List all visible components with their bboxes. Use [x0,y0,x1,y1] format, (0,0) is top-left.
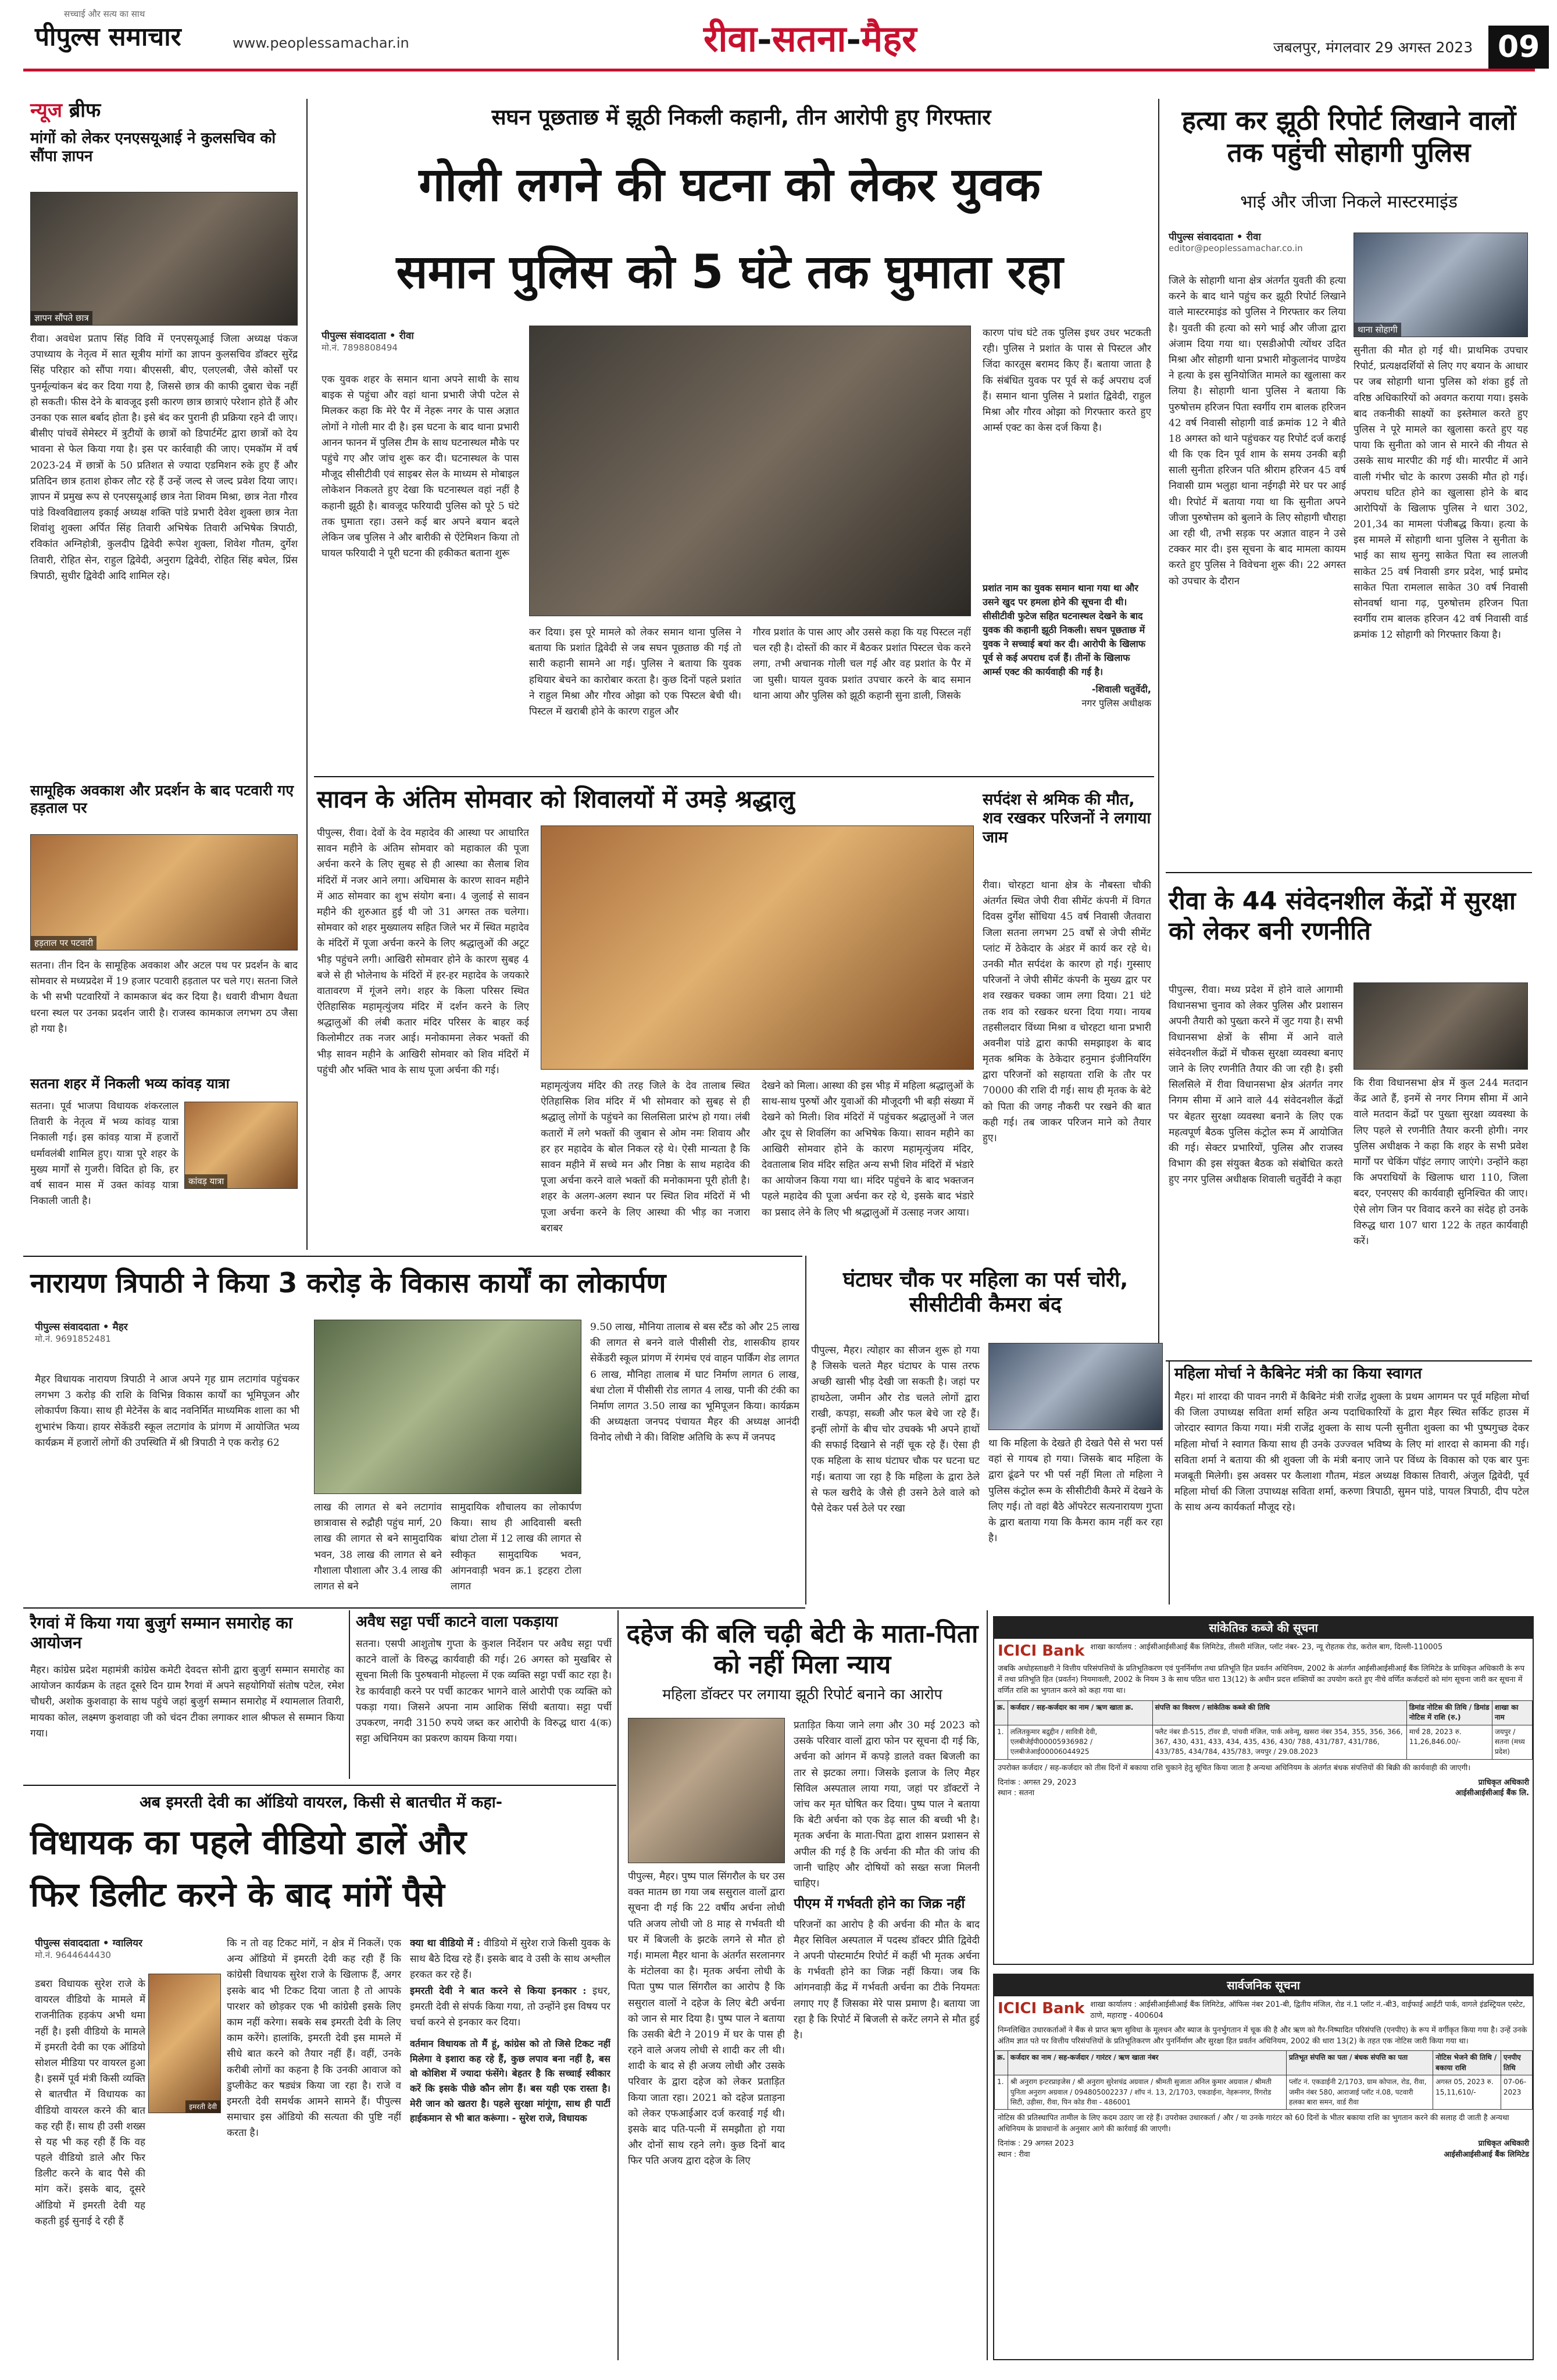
lead-byline [322,328,414,353]
savan-headline: सावन के अंतिम सोमवार को शिवालयों में उमड़े श्रद्धालु [317,785,795,813]
ratgaon-headline: रैगवां में किया गया बुजुर्ग सम्मान समारोह का आयोजन [30,1613,293,1652]
section-rule [23,1785,616,1786]
paper-name: पीपुल्स समाचार [35,22,181,52]
brief-photo-2-caption: हड़ताल पर पटवारी [31,936,97,950]
table-row [995,1725,1533,1759]
notice-1-col-branch: शाखा का नाम [1492,1700,1532,1725]
notice-2-col-property: प्रतिभूत संपत्ति का पता / बंधक संपत्ति का पता [1286,2051,1433,2075]
notice-1-title: सांकेतिक कब्जे की सूचना [994,1617,1533,1639]
notice-1-col-name: कर्जदार / सह-कर्जदार का नाम / ऋण खाता क्र. [1008,1700,1152,1725]
notice-1-row-no: 1. [995,1725,1008,1759]
brief-label [30,99,298,123]
sohagi-col-1: जिले के सोहागी थाना क्षेत्र अंतर्गत युवती की हत्या करने के बाद थाने पहुंच कर झूठी रिपोर्ट लिखाने वाले मास्टरमाइंड को पुलिस ने गिरफ्तार कर लिया है। युवती की हत्या को सगे भाई और जीजा द्वारा अंजाम दिया गया था। एसडीओपी त्योंथर उदित मिश्रा और सोहागी थाना प्रभारी मोकुलानंद पाण्डेय ने हत्या के इस सुनियोजित मामले का खुलासा कर लिया है। सोहागी थाना पुलिस ने बताया कि पुरुषोत्तम हरिजन पिता स्वर्गीय राम बालक हरिजन 42 वर्ष निवासी सोहागी वार्ड क्रमांक 12 ने बीते 18 अगस्त को थाने पहुंचकर यह रिपोर्ट दर्ज कराई थी कि एक दिन पूर्व शाम के समय उनकी बड़ी साली सुनीता हरिजन पति श्रीराम हरिजन 45 वर्ष निवासी ग्राम भलुहा थाना नईगढ़ी मेरे घर पर आई थी। रिपोर्ट में बताया गया था कि सुनीता अपने जीजा पुरुषोत्तम को बुलाने के लिए सोहागी चौराहा आ रही थी, तभी सड़क पर अज्ञात वाहन ने उसे टक्कर मार दी। इस सूचना के बाद मामला कायम करते हुए पुलिस ने विवेचना शुरू की। 22 अगस्त को उपचार के दौरान [1169,275,1346,587]
dahej-subheadline: महिला डॉक्टर पर लगाया झूठी रिपोर्ट बनाने का आरोप [662,1686,942,1703]
imarti-sub-1-body: वीडियो में सुरेश राजे किसी युवक के साथ बैठे दिख रहे हैं। इसके बाद वे उसी के साथ अश्लील हरकत कर रहे हैं। [410,1938,610,1981]
notice-1-place: स्थान : सतना [998,1789,1035,1798]
savan-photo-devotees [541,826,974,1070]
lead-quote [983,581,1151,770]
notice-1-intro: जबकि अधोहस्ताक्षरी ने वित्तीय परिसंपत्तियों के प्रतिभूतिकरण एवं पुनर्निर्माण तथा प्रतिभूति हित प्रवर्तन अधिनियम, 2002 के अंतर्गत आईसीआईसीआई बैंक लिमिटेड के प्राधिकृत अधिकारी के रूप में तथा प्रतिभूति हित (प्रवर्तन) नियमावली, 2002 के नियम 3 के साथ पठित धारा 13(12) के अधीन प्रदत्त शक्तियों का उपयोग करते हुए नीचे वर्णित कर्जदारों को मांग सूचना जारी कर सूचना में वर्णित राशि का भुगतान करने को कहा गया था। [998,1664,1525,1695]
imarti-photo [148,1974,221,2113]
imarti-sub-2-body: इधर, इमरती देवी से संपर्क किया गया, तो उन्होंने इस विषय पर चर्चा करने से इनकार कर दिया। [410,1985,610,2028]
satta-headline: अवैध सट्टा पर्ची काटने वाला पकड़ाया [356,1613,558,1631]
lead-col-1: एक युवक शहर के समान थाना अपने साथी के साथ बाइक से पहुंचा और वहां थाना प्रभारी जेपी पटेल से मिलकर कहा कि मेरे पैर में नेहरू नगर के पास अज्ञात लोगों ने गोली मार दी है। इस घटना के बाद थाना प्रभारी आनन फानन में पुलिस टीम के साथ घटनास्थल मौके पर पहुंचे गए और जांच शुरू कर दी। घटनास्थल के पास मौजूद सीसीटीवी एवं साइबर सेल के माध्यम से मोबाइल लोकेशन निकलते हुए देखा कि घटनास्थल वहां नहीं है कहानी झूठी है। बावजूद फरियादी पुलिस को पूरे 5 घंटे तक घुमाता रहा। उसने कई बार अपने बयान बदले लेकिन जब पुलिस ने और बारीकी से ऐंटेमिशन किया तो घायल फरियादी ने पूरी घटना की हकीकत बताना शुरू [322,374,519,560]
imarti-sub-1: क्या था वीडियो में : [410,1938,481,1949]
notice-1-row-name: ललितकुमार बद्रुद्दीन / सावित्री देवी, एलबीजेईपी00005936982 / एलबीजेआई00006044925 [1008,1725,1152,1759]
brief-label-b: ब्रीफ [69,99,101,122]
sohagi-headline: हत्या कर झूठी रिपोर्ट लिखाने वालों तक पहुंची सोहागी पुलिस [1181,105,1516,169]
section-rewa: रीवा [703,17,757,60]
notice-1-footer: उपरोक्त कर्जदार / सह-कर्जदार को तीस दिनों में बकाया राशि चुकाने हेतु सूचित किया जाता है अन्यथा अधिनियम के अंतर्गत बंधक संपत्तियों की बिक्री की कार्यवाही की जाएगी। [998,1763,1471,1773]
tripathi-col-1: मैहर विधायक नारायण त्रिपाठी ने आज अपने गृह ग्राम लटागांव पहुंचकर लगभग 3 करोड़ की राशि के विभिन्न विकास कार्यों का भूमिपूजन और लोकार्पण किया। साथ ही मेटेनेंस के बाद नवनिर्मित माध्यमिक शाला का भी शुभारंभ किया। हायर सेकेंडरी स्कूल लटागांव के प्रांगण में आयोजित भव्य कार्यक्रम में हजारों लोगों की उपस्थिति में श्री त्रिपाठी ने एक करोड़ 62 [35,1374,299,1449]
notice-1-col-property: संपत्ति का विवरण / सांकेतिक कब्जे की तिथि [1152,1700,1406,1725]
dahej-col-2-body: प्रताड़ित किया जाने लगा और 30 मई 2023 को उसके परिवार वालों द्वारा फोन पर सूचना दी गई कि, अर्चना को आंगन में कपड़े डालते वक्त बिजली का तार से झटका लगा। जिसके इलाज के लिए मैहर सिविल अस्पताल लाया गया, जहां पर डॉक्टरों ने जांच कर मृत घोषित कर दिया। पुष्प पाल ने बताया कि बेटी अर्चना को एक डेढ़ साल की बच्ची भी है। मृतक अर्चना के माता-पिता द्वारा शासन प्रशासन से अपील की गई है कि अर्चना की मौत की जांच की जानी चाहिए और दोषियों को सख्त सजा मिलनी चाहिए। [794,1720,980,1889]
notice-2-row-name: श्री अनुराग इन्टरप्राइजेस / श्री अनुराग सुरेशचंद्र अग्रवाल / श्रीमती सुजाता अनिल कुमार अग्रवाल / श्रीमती पुनिता अनुराग अग्रवाल / 094805002237 / शॉप नं. 13, 2/1703, एकडाईना, नेहरूनगर, रिंगरोड सिटी, उड़ीसा, रीवा, पिन कोड रीवा - 486001 [1008,2075,1286,2110]
sohagi-subheadline: भाई और जीजा निकले मास्टरमाइंड [1240,192,1458,212]
savan-col-2: महामृत्युंजय मंदिर की तरह जिले के देव तालाब स्थित ऐतिहासिक शिव मंदिर में भी सोमवार को सुबह से ही श्रद्धालु लोगों के पहुंचने का सिलसिला प्रारंभ हो गया। लंबी कतारों में लगे भक्तों की जुबान से ओम नमः शिवाय और हर हर महादेव के बोल निकल रहे थे। ऐसी मान्यता है कि सावन महीने में सच्चे मन और निष्ठा के साथ महादेव की पूजा अर्चना करने वाले भक्तों की मनोकामना पूरी होती है। शहर के अलग-अलग स्थान पर स्थित शिव मंदिरों में भी पूजा अर्चना करने के लिए आस्था की भीड़ का नजारा बराबर [541,1080,750,1234]
imarti-headline-2: फिर डिलीट करने के बाद मांगें पैसे [30,1875,445,1914]
notice-1-row-branch: जयपुर / सतना (मध्य प्रदेश) [1492,1725,1532,1759]
lead-headline-2: समान पुलिस को 5 घंटे तक घुमाता रहा [396,245,1063,299]
notice-1-sign-2: आईसीआईसीआई बैंक लि. [1455,1789,1529,1798]
rewa44-col-2: कि रीवा विधानसभा क्षेत्र में कुल 244 मतदान केंद्र आते हैं, इनमें से नगर निगम सीमा में आने वाले मतदान केंद्रों पर पुख्ता सुरक्षा व्यवस्था के लिए पहले से रणनीति तैयार करनी होगी। नगर पुलिस अधीक्षक ने कहा कि शहर के सभी प्रवेश मार्गों पर चेकिंग पॉइंट लगाए जाएंगे। उन्होंने कहा कि अपराधियों के खिलाफ धारा 110, जिला बदर, एनएसए की कार्यवाही सुनिश्चित की जाए। ऐसे लोग जिन पर विवाद करने का संदेह हो उनके विरुद्ध धारा 107 धारा 122 के तहत कार्यवाही करें। [1354,1077,1528,1247]
lead-quote-role: नगर पुलिस अधीक्षक [1081,698,1151,709]
notice-2-footer: नोटिस की प्रतिस्थापित तामील के लिए कदम उठाए जा रहे हैं। उपरोक्त उधारकर्ता / और / या उनके गारंटर को 60 दिनों के भीतर बकाया राशि का भुगतान करने की सलाह दी जाती है अन्यथा अधिनियम के प्रावधानों के अनुसार आगे की कार्रवाई की जाएगी। [998,2114,1509,2134]
tripathi-byline [35,1320,128,1345]
mahila-headline: महिला मोर्चा ने कैबिनेट मंत्री का किया स्वागत [1174,1365,1422,1382]
notice-2-intro: निम्नलिखित उधारकर्ताओं ने बैंक से प्राप्त ऋण सुविधा के मूलधन और ब्याज के पुनर्भुगतान में चूक की है और ऋण को गैर-निष्पादित परिसंपत्ति (एनपीए) के रूप में वर्गीकृत किया गया है। उन्हें उनके अंतिम ज्ञात पते पर वित्तीय परिसंपत्तियों के प्रतिभूतिकरण और पुनर्निर्माण और सुरक्षा हित प्रवर्तन अधिनियम, 2002 की धारा 13(2) के तहत एक नोटिस जारी किया गया था। [998,2025,1527,2046]
lead-byline-text: पीपुल्स संवाददाता • रीवा [322,330,414,342]
notice-2-row-property: प्लॉट नं. एकडाईनी 2/1703, ग्राम कोपाल, रोड, रीवा, जमीन नंबर 580, आराजाई प्लॉट नं.08, पटवारी हलका बारा समन, वार्ड रीवा [1286,2075,1433,2110]
notice-1-row-property: फ्लैट नंबर डी-515, टॉवर डी, पांचवी मंजिल, पार्क अवेन्यू, खसरा नंबर 354, 355, 356, 366, 367, 430, 431, 433, 434, 435, 436, 430/ 788, 431/787, 431/786, 433/785, 434/784, 435/783, जयपुर / 29.08.2023 [1152,1725,1406,1759]
brief-photo-1 [30,192,298,326]
legal-notice-2 [993,1974,1534,2360]
column-divider [1158,99,1159,936]
lead-quote-name: -शिवाली चतुर्वेदी, [1091,684,1151,695]
tripathi-col-3: सामुदायिक शौचालय का लोकार्पण किया। साथ ही आदिवासी बस्ती बांधा टोला में 12 लाख की लागत से स्वीकृत सामुदायिक भवन, आंगनवाड़ी भवन क्र.1 इटहरा टोला लागत [451,1502,581,1592]
notice-1-row-date: मार्च 28, 2023 रु. 11,26,846.00/- [1406,1725,1492,1759]
notice-2-sign-2: आईसीआईसीआई बैंक लिमिटेड [1444,2150,1529,2159]
notice-2-row-date: अगस्त 05, 2023 रु. 15,11,610/- [1433,2075,1501,2110]
notice-2-header-row [995,2051,1533,2075]
notice-2-place: स्थान : रीवा [998,2150,1030,2159]
notice-2-col-npa: एनपीए तिथि [1501,2051,1532,2075]
lead-headline-1: गोली लगने की घटना को लेकर युवक [419,158,1041,212]
section-rule [1166,872,1532,873]
section-dash: - [846,17,862,60]
satta-body: सतना। एसपी आशुतोष गुप्ता के कुशल निर्देशन पर अवैध सट्टा पर्ची काटने वालों के विरुद्ध कार्यवाही की गई। 26 अगस्त को मुखबिर से सूचना मिली कि पुरुषवानी मोहल्ला में एक व्यक्ति सट्टा पर्ची काट रहा है। रेड कार्यवाही करने पर पर्ची काटकर भागने वाले आरोपी एक व्यक्ति को पकड़ा गया। जिसने अपना नाम आशिक सिंधी बताया। सट्टा पर्ची उपकरण, नगदी 3150 रुपये जब्त कर आरोपी के विरुद्ध धारा 4(क) सट्टा अधिनियम का प्रकरण कायम किया गया। [356,1638,612,1745]
dahej-subhead-2: पीएम में गर्भवती होने का जिक्र नहीं [794,1896,965,1912]
imarti-col-3 [410,1936,610,2360]
section-rule [1166,1360,1532,1361]
lead-quote-text: प्रशांत नाम का युवक समान थाना गया था और उसने खुद पर हमला होने की सूचना दी थी। सीसीटीवी फुटेज सहित घटनास्थल देखने के बाद युवक की कहानी झूठी निकली। सघन पूछताछ में युवक ने सच्चाई बयां कर दी। आरोपी के खिलाफ पूर्व से कई अपराध दर्ज हैं। तीनों के खिलाफ आर्म्स एक्ट की कार्यवाही की गई है। [983,583,1146,677]
tripathi-mobile: मो.नं. 9691852481 [35,1334,111,1344]
lead-col-4: कारण पांच घंटे तक पुलिस इधर उधर भटकती रही। पुलिस ने प्रशांत के पास से पिस्टल और जिंदा कारतूस बरामद किए हैं। बताया जाता है कि संबंधित युवक पर पूर्व से कई अपराध दर्ज हैं। समान थाना पुलिस ने प्रशांत द्विवेदी, राहुल मिश्रा और गौरव ओझा को गिरफ्तार करते हुए आर्म्स एक्ट का केस दर्ज किया है। [983,327,1151,434]
column-divider [805,1256,806,1604]
dahej-headline: दहेज की बलि चढ़ी बेटी के माता-पिता को नहीं मिला न्याय [626,1619,979,1679]
notice-1-branch: शाखा कार्यालय : आईसीआईसीआई बैंक लिमिटेड, तीसरी मंजिल, प्लॉट नंबर- 23, न्यू रोहतक रोड, करोल बाग, दिल्ली-110005 [1090,1643,1443,1652]
ratgaon-body: मैहर। कांग्रेस प्रदेश महामंत्री कांग्रेस कमेटी देवदत्त सोनी द्वारा बुजुर्ग सम्मान समारोह का आयोजन कार्यक्रम के तहत दूसरे दिन ग्राम रैगवां में अपने सहयोगियों संतोष पटेल, रमेश चौधरी, अशोक कुशवाहा के साथ पहुंचे जहां बुजुर्ग सम्मान समारोह में श्यामलाल तिवारी, मायका कोल, लक्ष्मण कुशवाहा जी को चंदन टीका लगाकर शाल श्रीफल से सम्मान किया गया। [30,1664,344,1739]
notice-1-col-date: डिमांड नोटिस की तिथि / डिमांड नोटिस में राशि (रु.) [1406,1700,1492,1725]
sohagi-byline-text: पीपुल्स संवाददाता • रीवा [1169,231,1261,243]
notice-1-date: दिनांक : अगस्त 29, 2023 [998,1778,1077,1787]
notice-2-row-no: 1. [995,2075,1008,2110]
brief-photo-1-caption: ज्ञापन सौंपते छात्र [31,311,92,325]
imarti-col-1: डबरा विधायक सुरेश राजे के वायरल वीडियो के मामले में राजनीतिक हड़कंप अभी थमा नहीं है। इसी वीडियो के मामले में इमरती देवी का एक ऑडियो सोशल मीडिया पर वायरल हुआ है। इसमें पूर्व मंत्री किसी व्यक्ति से बातचीत में विधायक का वीडियो वायरल करने की बात कह रही हैं। साथ ही उसी शख्स से यह भी कह रही हैं कि वह पहले वीडियो डाले और फिर डिलीट करने के बाद पैसे की मांग करें। इसके बाद, दूसरे ऑडियो में इमरती देवी यह कहती हुई सुनाई दे रही हैं [35,1978,145,2227]
dahej-photo [628,1718,785,1863]
brief-headline-2: सामूहिक अवकाश और प्रदर्शन के बाद पटवारी गए हड़ताल पर [30,782,294,816]
notice-2-table [994,2050,1533,2110]
notice-1-col-no: क्र. [995,1700,1008,1725]
brief-photo-3-caption: कांवड़ यात्रा [185,1174,227,1188]
sohagi-photo-station [1354,233,1528,337]
brief-photo-3 [184,1102,298,1189]
section-satna: सतना [772,17,847,60]
rewa44-photo-meeting [1354,982,1528,1070]
column-divider [987,1610,988,2360]
sarpdansh-headline: सर्पदंश से श्रमिक की मौत, शव रखकर परिजनों ने लगाया जाम [983,791,1151,846]
imarti-byline [35,1936,142,1961]
dahej-col-2 [794,1718,980,2360]
tripathi-byline-text: पीपुल्स संवाददाता • मैहर [35,1321,128,1333]
rewa44-headline: रीवा के 44 संवेदनशील केंद्रों में सुरक्षा को लेकर बनी रणनीति [1169,887,1516,946]
dahej-col-1: पीपुल्स, मैहर। पुष्प पाल सिंगरौल के घर उस वक्त मातम छा गया जब ससुराल वालों द्वारा सूचना दी गई कि 22 वर्षीय अर्चना लोधी पति अजय लोधी जो 8 माह से गर्भवती थी घर में बिजली के झटके लगने से मौत हो गई। मामला मैहर थाना के अंतर्गत सरलानगर के मंटोलवा का है। मृतक अर्चना लोधी के पिता पुष्प पाल सिंगरौल का आरोप है कि ससुराल वालों ने दहेज के लिए बेटी अर्चना को जान से मार दिया है। पुष्प पाल ने बताया कि उसकी बेटी ने 2019 में घर के पास ही रहने वाले अजय लोधी से शादी कर ली थी। शादी के बाद से ही अजय लोधी और उसके परिवार के द्वारा दहेज को लेकर प्रताड़ित किया जाता रहा। 2021 को दहेज प्रताड़ना को लेकर एफआईआर दर्ज करवाई गई थी। इसके बाद पति-पत्नी में समझौता हो गया और दोनों साथ रहने लगे। कुछ दिनों बाद फिर पति अजय द्वारा दहेज के लिए [628,1871,785,2167]
mahila-body: मैहर। मां शारदा की पावन नगरी में कैबिनेट मंत्री राजेंद्र शुक्ला के प्रथम आगमन पर पूर्व महिला मोर्चा की जिला उपाध्यक्ष सविता शर्मा सहित अन्य पदाधिकारियों के द्वारा मैहर स्थित सर्किट हाउस में जोरदार स्वागत किया गया। मंत्री राजेंद्र शुक्ला के साथ पत्नी सुनीता शुक्ला का भी पुष्पगुच्छ देकर महिला मोर्चा ने स्वागत किया साथ ही उनके उज्ज्वल भविष्य के लिए मां शारदा से कामना की गई। सविता शर्मा ने बताया की श्री शुक्ला जी के मंत्री बनाए जाने पर विंध्य के विकास को एक बार पुनः मजबूती मिलेगी। इस अवसर पर कैलाशा गौतम, मंडल अध्यक्ष विकास तिवारी, अंजुल द्विवेदी, पूर्व महिला मोर्चा की जिला उपाध्यक्ष सविता शर्मा, करुणा त्रिपाठी, सुमन पांडे, पायल त्रिपाठी, दीप पटेल के साथ अन्य कार्यकर्ता मौजूद रहे। [1174,1391,1529,1514]
brief-label-a: न्यूज [30,99,62,122]
notice-2-col-date: नोटिस भेजने की तिथि / बकाया राशि [1433,2051,1501,2075]
section-maihar: मैहर [861,17,917,60]
notice-1-table [994,1700,1533,1760]
imarti-byline-text: पीपुल्स संवाददाता • ग्वालियर [35,1938,142,1949]
notice-1-bank-logo: ICICI Bank [998,1642,1085,1660]
brief-body-3: सतना। पूर्व भाजपा विधायक शंकरलाल तिवारी के नेतृत्व में भव्य कांवड़ यात्रा निकाली गई। इस कांवड़ यात्रा में हजारों धर्मावलंबी शामिल हुए। यात्रा पूरे शहर के मुख्य मार्गों से गुजरी। विदित हो कि, हर वर्ष सावन मास में उक्त कांवड़ यात्रा निकाली जाती है। [30,1100,178,1207]
tripathi-col-4: 9.50 लाख, मौनिया तालाब से बस स्टैंड को और 25 लाख की लागत से बनने वाले पीसीसी रोड, शासकीय हायर सेकेंडरी स्कूल प्रांगण में रंगमंच एवं वाहन पार्किंग शेड लागत 6 लाख, मौनिहा तालाब में घाट निर्माण लागत 6 लाख, बंधा टोला में पीसीसी रोड लागत 4 लाख, पानी की टंकी का निर्माण लागत 3.50 लाख का भूमिपूजन किया। कार्यक्रम की अध्यक्षता जनपद पंचायत मैहर की अध्यक्ष आनंदी विनोद लोधी ने की। विशिष्ट अतिथि के रूप में जनपद [590,1321,799,1444]
savan-col-3: देखने को मिला। आस्था की इस भीड़ में महिला श्रद्धालुओं के साथ-साथ पुरुषों और युवाओं की मौजूदगी भी बड़ी संख्या में देखने को मिली। शिव मंदिरों में पहुंचकर श्रद्धालुओं ने जल और दूध से शिवलिंग का अभिषेक किया। सावन महीने का आखिरी सोमवार होने के कारण महामृत्युंजय मंदिर, देवतालाब शिव मंदिर सहित अन्य सभी शिव मंदिरों में भंडारे का आयोजन किया गया था। मंदिर पहुंचने के बाद भक्तजन पहले महादेव की पूजा अर्चना कर रहे थे, इसके बाद भंडारे का प्रसाद लेने के लिए भी श्रद्धालुओं में उत्साह नजर आया। [762,1080,974,1218]
website-link[interactable]: www.peoplessamachar.in [233,35,409,51]
section-title [703,17,917,60]
legal-notice-1 [993,1616,1534,1965]
lead-mobile: मो.नं. 7898808494 [322,342,398,353]
imarti-col-2: कि न तो वह टिकट मांगें, न क्षेत्र में निकलें। एक अन्य ऑडियो में इमरती देवी कह रही हैं कि कांग्रेसी विधायक सुरेश राजे के खिलाफ हैं, अगर इसके बाद भी टिकट दिया जाता है तो आपके पारशर को छोड़कर एक भी कांग्रेसी इसके लिए काम नहीं करेगा। सबके सब इमरती देवी के लिए काम करेंगे। हालांकि, इमरती देवी इस मामले में सीधे बात करने को तैयार नहीं हैं। वहीं, उनके करीबी लोगों का कहना है कि उनकी आवाज को डुप्लीकेट कर षड्यंत्र किया जा रहा है। राजे व इमरती देवी समर्थक आमने सामने हैं। पीपुल्स समाचार इस ऑडियो की सत्यता की पुष्टि नहीं करता है। [227,1938,401,2139]
sohagi-photo-caption: थाना सोहागी [1354,323,1401,337]
ghantaghar-col-2: था कि महिला के देखते ही देखते पैसे से भरा पर्स वहां से गायब हो गया। जिसके बाद महिला के द्वारा ढूंढने पर भी पर्स नहीं मिला तो महिला ने पुलिस कंट्रोल रूम के सीसीटीवी कैमरे में देखने के लिए गई। तो वहां बैठे ऑपरेटर सत्यनारायण गुप्ता के द्वारा बताया गया कि कैमरा काम नहीं कर रहा है। [988,1438,1163,1545]
rewa44-col-1: पीपुल्स, रीवा। मध्य प्रदेश में होने वाले आगामी विधानसभा चुनाव को लेकर पुलिस और प्रशासन अपनी तैयारी को पुख्ता करने में जुट गया है। सभी विधानसभा क्षेत्रों के सीमा में आने वाले संवेदनशील केंद्रों में चौकस सुरक्षा व्यवस्था बनाए जाने के लिए रणनीति तैयार की जा रही है। इसी सिलसिले में रीवा विधानसभा क्षेत्र अंतर्गत नगर निगम सीमा में आने वाले 44 संवेदनशील केंद्रों पर बेहतर सुरक्षा व्यवस्था बनाने के लिए एक महत्वपूर्ण बैठक पुलिस कंट्रोल रूम में आयोजित की गई। सेक्टर प्रभारियों, पुलिस और राजस्व विभाग की इस संयुक्त बैठक को संबोधित करते हुए नगर पुलिस अधीक्षक शिवाली चतुर्वेदी ने कहा [1169,984,1343,1186]
column-divider [306,99,308,1250]
notice-2-branch: शाखा कार्यालय : आईसीआईसीआई बैंक लिमिटेड, ऑफिस नंबर 201-बी, द्वितीय मंजिल, रोड नं.1 प्लॉट नं.-बी3, वाईफाई आईटी पार्क, वागले इंडस्ट्रियल एस्टेट, ठाणे, महाराष्ट्र - 400604 [1090,2000,1526,2020]
notice-2-col-name: कर्जदार का नाम / सह-कर्जदार / गारंटर / ऋण खाता नंबर [1008,2051,1286,2075]
notice-2-bank-logo: ICICI Bank [998,2000,1085,2017]
ghantaghar-photo-cctv [988,1343,1163,1430]
notice-2-row-npa: 07-06-2023 [1501,2075,1532,2110]
lead-col-3: गौरव प्रशांत के पास आए और उससे कहा कि यह पिस्टल नहीं चल रही है। दोस्तों की कार में बैठकर प्रशांत पिस्टल चेक करने लगा, तभी अचानक गोली चल गई और वह प्रशांत के पैर में जा घुसी। घायल युवक प्रशांत उपचार करने के बाद समान थाना आया और पुलिस को झूठी कहानी सुना डाली, जिसके [753,627,971,702]
section-rule [23,1256,802,1257]
tripathi-headline: नारायण त्रिपाठी ने किया 3 करोड़ के विकास कार्यों का लोकार्पण [30,1267,666,1299]
notice-1-sign-1: प्राधिकृत अधिकारी [1478,1778,1529,1787]
tripathi-photo [314,1320,581,1494]
imarti-quote: वर्तमान विधायक तो मैं हूं, कांग्रेस को तो जिसे टिकट नहीं मिलेगा वे इशारा कह रहे हैं, कुछ लपाव बना नहीं है, बस वो कोशिश में ज्यादा फंसेंगे। बेहतर है कि सच्चाई स्वीकार करें कि इसके पीछे कौन लोग हैं। बस यही एक रास्ता है। मेरी जान को खतरा है। पहले सुरक्षा मांगूंगा, साथ ही पार्टी हाईकमान से भी बात करूंगा। - सुरेश राजे, विधायक [410,2038,610,2124]
sohagi-byline [1169,230,1303,253]
imarti-headline-1: विधायक का पहले वीडियो डालें और [30,1822,467,1862]
brief-body-2: सतना। तीन दिन के सामूहिक अवकाश और अटल पथ पर प्रदर्शन के बाद सोमवार से मध्यप्रदेश में 19 हजार पटवारी हड़ताल पर चले गए। सतना जिले के भी सभी पटवारियों ने कामकाज बंद कर दिया है। धवारी वीभाग वैधता धरना स्थल पर उनका प्रदर्शन जारी है। राजस्व कामकाज लगभग ठप जैसा हो गया है। [30,960,298,1035]
section-rule [314,776,1154,777]
news-brief [30,99,298,1250]
lead-kicker: सघन पूछताछ में झूठी निकली कहानी, तीन आरोपी हुए गिरफ्तार [491,105,991,130]
imarti-kicker: अब इमरती देवी का ऑडियो वायरल, किसी से बातचीत में कहा- [140,1793,502,1811]
dahej-col-2b-body: परिजनों का आरोप है की अर्चना की मौत के बाद मैहर सिविल अस्पताल में पदस्थ डॉक्टर प्रीति द्विवेदी ने अपनी पोस्टमार्टम रिपोर्ट में कहीं भी मृतक अर्चना के गर्भवती होने का जिक्र नहीं किया। जब कि आंगनवाड़ी केंद्र में गर्भवती अर्चना का टीके नियमतः लगाए गए हैं जिसका मेरे पास प्रमाण है। बताया जा रहा है कि रिपोर्ट में बिजली से करेंट लगने से मौत हुई है। [794,1918,980,2041]
tripathi-col-2: लाख की लागत से बने लटागांव छात्रावास से रुद्रौही पहुंच मार्ग, 20 लाख की लागत से बने सामुदायिक भवन, 38 लाख की लागत से बने गौशाला पौशाला और 3.4 लाख की लागत से बने [314,1502,442,1592]
section-rule [23,1607,805,1609]
notice-2-date: दिनांक : 29 अगस्त 2023 [998,2139,1074,2149]
brief-headline-3: सतना शहर में निकली भव्य कांवड़ यात्रा [30,1075,230,1092]
column-divider [617,1610,619,2360]
section-dash: - [756,17,772,60]
notice-2-sign-1: प्राधिकृत अधिकारी [1478,2139,1529,2149]
lead-photo-arrested [529,326,971,616]
masthead-rule [23,69,1535,72]
ghantaghar-headline: घंटाघर चौक पर महिला का पर्स चोरी, सीसीटीवी कैमरा बंद [842,1268,1129,1317]
imarti-photo-caption: इमरती देवी [185,2100,220,2113]
page-number: 09 [1488,26,1549,69]
column-divider [1169,1360,1170,1604]
brief-photo-2 [30,834,298,950]
brief-body-1: रीवा। अवधेश प्रताप सिंह विवि में एनएसयूआई जिला अध्यक्ष पंकज उपाध्याय के नेतृत्व में सात सूत्रीय मांगों का ज्ञापन कुलसचिव डॉक्टर सुरेंद्र सिंह परिहार को सौंपा गया। बीएससी, बीए, एलएलबी, जैसे कोर्सों पर पुनर्मूल्यांकन बंद कर दिया गया है, जिससे छात्र की काफी दुबारा चेक नहीं हो सकती। फीस देने के बावजूद इसी कारण छात्र छात्राएं परेशान होते हैं और उनका एक साल बर्बाद होता है। इसे बंद कर पुरानी ही प्रक्रिया रहने दी जाए। बीसीए पांचवें सेमेस्टर में त्रुटीयों के छात्रों को डिपार्टमेंट द्वारा छात्रों को देय भावना से फेल किया गया है। इस पर कार्रवाही की जाए। एमकॉम में वर्ष 2023-24 में छात्रों के 50 प्रतिशत से ज्यादा एडमिशन रुके हुए हैं और प्रतिदिन छात्र हताश होकर लौट रहे हैं उन्हें जल्द से जल्द प्रवेश दिया जाए। ज्ञापन में प्रमुख रूप से एनएसयूआई छात्र नेता शिवम मिश्रा, छात्र नेता गौरव पांडे विश्वविद्यालय इकाई अध्यक्ष शक्ति पांडे प्रभारी देवेश शुक्ला छात्र नेता शिवांशु शुक्ला अर्पित सिंह तिवारी अभिषेक तिवारी अभिषेक त्रिपाठी, रविकांत अग्निहोत्री, कुलदीप द्विवेदी रूपेश शुक्ला, शिवेश गौतम, दुर्गेश तिवारी, रोहित सेन, राहुल द्विवेदी, अनुराग द्विवेदी, रोहित सिंह बघेल, प्रिंस त्रिपाठी, सुधीर द्विवेदी आदि शामिल रहे। [30,333,298,582]
sohagi-col-2: सुनीता की मौत हो गई थी। प्राथमिक उपचार रिपोर्ट, प्रत्यक्षदर्शियों से लिए गए बयान के आधार पर जब सोहागी थाना पुलिस को शंका हुई तो वरिष्ठ अधिकारियों को अवगत कराया गया। इसके बाद तकनीकी साक्ष्यों का इस्तेमाल करते हुए पुलिस ने पूरे मामले का खुलासा करते हुए यह पाया कि सुनीता को जान से मारने की नीयत से उसके साथ मारपीट की गई थी। मारपीट में आने वाली गंभीर चोट के कारण उसकी मौत हो गई। अपराध घटित होने का खुलासा होने के बाद आरोपियों के खिलाफ पुलिस ने धारा 302, 201,34 का मामला पंजीबद्ध किया। हत्या के इस मामले में सोहागी थाना पुलिस ने सुनीता के भाई का साथ सुनगु साकेत पिता स्व लालजी साकेत 25 वर्ष निवासी डगर प्रदेश, भाई प्रमोद साकेत पिता रामलाल साकेत 30 वर्ष निवासी सोनवर्षा थाना गढ़, पुरुषोत्तम हरिजन पिता स्वर्गीय राम बालक हरिजन 42 वर्ष निवासी वार्ड क्रमांक 12 सोहागी को गिरफ्तार किया है। [1354,345,1528,641]
notice-2-col-no: क्र. [995,2051,1008,2075]
imarti-mobile: मो.नं. 9644644430 [35,1950,111,1960]
tagline: सच्चाई और सत्य का साथ [64,9,145,19]
brief-headline-1: मांगों को लेकर एनएसयूआई ने कुलसचिव को सौंपा ज्ञापन [30,129,276,165]
dateline: जबलपुर, मंगलवार 29 अगस्त 2023 [1273,39,1473,56]
notice-1-header-row [995,1700,1533,1725]
ghantaghar-col-1: पीपुल्स, मैहर। त्योहार का सीजन शुरू हो गया है जिसके चलते मैहर घंटाघर के पास तरफ अच्छी खासी भीड़ देखी जा सकती है। जहां पर हाथठेला, जमीन और रोड चलते लोगों द्वारा राखी, कपड़ा, सब्जी और फल बेचे जा रहे हैं। इन्हीं लोगों के बीच चोर उचक्के भी अपने हाथों की सफाई दिखाने से नहीं चूक रहे हैं। ऐसा ही एक महिला के साथ घंटाघर चौक पर घटना घट गई। बताया जा रहा है कि महिला के द्वारा ठेले से फल खरीदे के जैसे ही उसने ठेले वाले को पैसे देकर पर्स ठेले पर रखा [811,1345,980,1514]
imarti-sub-2: इमरती देवी ने बात करने से किया इनकार : [410,1985,587,1997]
savan-col-1: पीपुल्स, रीवा। देवों के देव महादेव की आस्था पर आधारित सावन महीने के अंतिम सोमवार को महाकाल की पूजा अर्चना करने के लिए सुबह से ही आस्था का सैलाब शिव मंदिरों में नजर आने लगा। अधिमास के कारण सावन महीने में आठ सोमवार का शुभ संयोग बना। 4 जुलाई से सावन महीने की शुरुआत हुई थी जो 31 अगस्त तक चलेगा। सोमवार को शहर मुख्यालय सहित जिले भर में स्थित महादेव के मंदिरों में पूजा अर्चना करने के लिए श्रद्धालुओं की अटूट भीड़ पहुंचने लगी। आखिरी सोमवार होने के कारण सुबह 4 बजे से ही भोलेनाथ के मंदिरों में हर-हर महादेव के जयकारे वातावरण में गूंजने लगे। शहर के किला परिसर स्थित ऐतिहासिक महामृत्युंजय मंदिर में दर्शन करने के लिए श्रद्धालुओं की लंबी कतार मंदिर परिसर के बाहर कई किलोमीटर तक नजर आई। मनोकामना लेकर भक्तों की भीड़ सावन महीने के आखिरी सोमवार को शिव मंदिरों में पहुंची और भक्ति भाव के साथ पूजा अर्चना की गई। [317,827,529,1076]
sohagi-email: editor@peoplessamachar.co.in [1169,243,1303,253]
notice-2-title: सार्वजनिक सूचना [994,1975,1533,1996]
table-row [995,2075,1533,2110]
masthead [0,0,1557,70]
sarpdansh-body: रीवा। चोरहटा थाना क्षेत्र के नौबस्ता चौकी अंतर्गत स्थित जेपी रीवा सीमेंट कंपनी में विगत दिवस दुर्गेश सोंधिया 45 वर्ष निवासी जैतवारा जिला सतना लगभग 25 वर्षों से जेपी सीमेंट प्लांट में ठेकेदार के अंडर में कार्य कर रहे थे। उनकी मौत सर्पदंश के कारण हो गई। गुस्साए परिजनों ने जेपी सीमेंट कंपनी के मुख्य द्वार पर शव रखकर चक्का जाम लगा दिया। 21 घंटे तक शव को रखकर धरना दिया गया। नायब तहसीलदार विंध्या मिश्रा व चोरहटा थाना प्रभारी अवनीश पांडे द्वारा काफी समझाइश के बाद मृतक श्रमिक के ठेकेदार हनुमान इंजीनियरिंग द्वारा परिजनों को सहायता राशि के तौर पर 70000 की राशि दी गई। साथ ही मृतक के बेटे को पिता की जगह नौकरी पर रखने की बात कही गई। तब जाकर परिजन माने को तैयार हुए। [983,880,1151,1144]
column-divider [349,1610,350,1779]
lead-col-2: कर दिया। इस पूरे मामले को लेकर समान थाना पुलिस ने बताया कि प्रशांत द्विवेदी से जब सघन पूछताछ की गई तो सारी कहानी सामने आ गई। पुलिस ने बताया कि युवक हथियार बेचने का कारोबार करता है। कुछ दिनों पहले प्रशांत ने राहुल मिश्रा और गौरव ओझा को एक पिस्टल बेची थी। पिस्टल में खराबी होने के कारण राहुल और [529,627,741,717]
